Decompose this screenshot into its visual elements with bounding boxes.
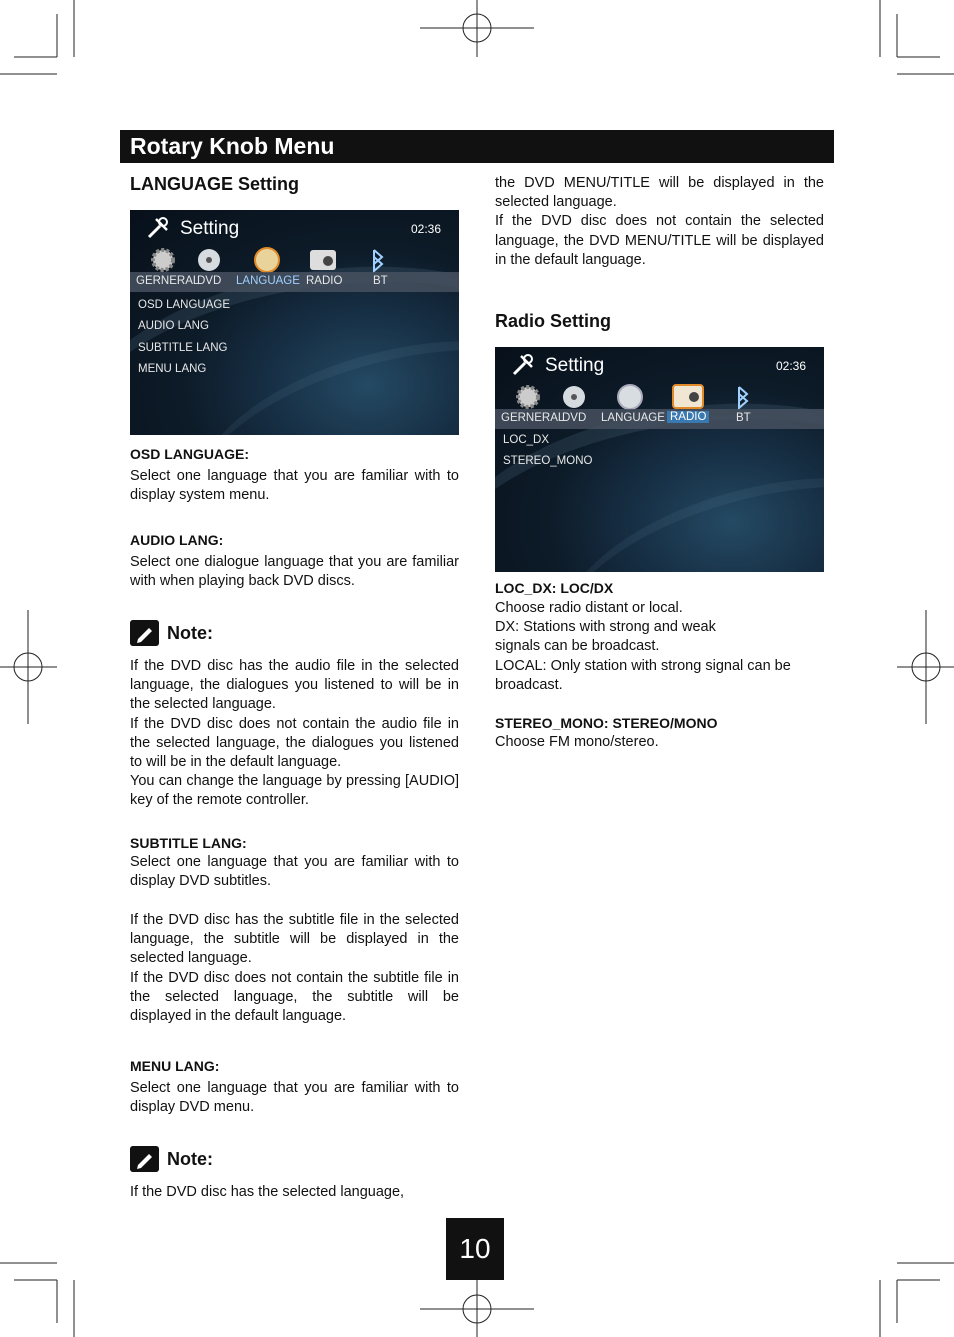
- audio-lang-paragraph: Select one dialogue language that you are familiar with when playing back DVD discs.: [130, 554, 459, 590]
- radio-setting-screenshot: [495, 347, 824, 572]
- menu-lang-text: [130, 1079, 459, 1117]
- bluetooth-icon: [374, 250, 382, 271]
- menu-item-stereo-mono[interactable]: STEREO_MONO: [503, 455, 593, 467]
- menu-item-loc-dx[interactable]: LOC_DX: [503, 434, 550, 446]
- stereo-mono-heading: STEREO_MONO: STEREO/MONO: [495, 715, 718, 731]
- osd-language-text: [130, 467, 459, 505]
- tools-icon: [146, 216, 170, 240]
- tab-bt[interactable]: BT: [373, 275, 388, 287]
- tab-general[interactable]: GERNERAL: [501, 412, 565, 424]
- loc-dx-line-3: signals can be broadcast.: [495, 638, 660, 655]
- language-setting-screenshot: [130, 210, 459, 435]
- gear-icon: [518, 387, 538, 407]
- loc-dx-line-2: DX: Stations with strong and weak: [495, 619, 716, 636]
- note-2-text-continued: [495, 174, 824, 270]
- osd-language-paragraph: Select one language that you are familiar with to display system menu.: [130, 468, 459, 504]
- stereo-mono-line-1: Choose FM mono/stereo.: [495, 734, 659, 750]
- pencil-note-icon: [130, 620, 159, 646]
- menu-item-osd-language[interactable]: OSD LANGUAGE: [138, 299, 231, 311]
- note-2-paragraph-2: the DVD MENU/TITLE will be displayed in the selected language.: [495, 175, 824, 211]
- note-1-label: Note:: [167, 622, 213, 643]
- subtitle-lang-paragraph-3: If the DVD disc does not contain the subtitle file in the selected language, the subtitle will be displayed in the default language.: [130, 969, 459, 1025]
- globe-icon: [618, 385, 642, 409]
- section-banner: [120, 130, 834, 163]
- menu-lang-paragraph: Select one language that you are familiar with to display DVD menu.: [130, 1080, 459, 1116]
- globe-icon: [255, 248, 279, 272]
- note-2-paragraph-1: If the DVD disc has the selected language,: [130, 1184, 405, 1200]
- tab-bt[interactable]: BT: [736, 412, 751, 424]
- screen-title: Setting: [545, 355, 605, 376]
- note-2-label: Note:: [167, 1148, 213, 1169]
- banner-title: Rotary Knob Menu: [130, 133, 335, 159]
- note-1-paragraph-1: If the DVD disc has the audio file in the selected language, the dialogues you listened to will be in the selected language.: [130, 658, 459, 713]
- screen-title: Setting: [180, 218, 240, 239]
- audio-lang-heading: AUDIO LANG:: [130, 532, 224, 548]
- tab-radio[interactable]: RADIO: [306, 275, 343, 287]
- note-1: [130, 620, 213, 646]
- screen-clock: 02:36: [775, 359, 806, 373]
- tab-language[interactable]: LANGUAGE: [236, 275, 300, 287]
- note-1-text: [130, 657, 459, 811]
- menu-item-audio-lang[interactable]: AUDIO LANG: [138, 320, 209, 332]
- note-2-text-start: [130, 1183, 459, 1202]
- menu-lang-heading: MENU LANG:: [130, 1058, 220, 1074]
- radio-setting-heading: Radio Setting: [495, 311, 611, 331]
- bluetooth-icon: [739, 387, 747, 408]
- note-1-paragraph-3: You can change the language by pressing [AUDIO] key of the remote controller.: [130, 773, 459, 809]
- screen-clock: 02:36: [410, 222, 441, 236]
- audio-lang-text: [130, 553, 459, 591]
- subtitle-lang-paragraph-2: If the DVD disc has the subtitle file in the selected language, the subtitle will be displayed in the selected language.: [130, 912, 459, 967]
- screen-tab-bar: [495, 409, 824, 429]
- tab-dvd[interactable]: DVD: [197, 275, 222, 287]
- note-2: [130, 1146, 213, 1172]
- pencil-note-icon: [130, 1146, 159, 1172]
- loc-dx-line-4: LOCAL: Only station with strong signal can be broadcast.: [495, 657, 791, 693]
- tab-general[interactable]: GERNERAL: [136, 275, 200, 287]
- tab-language[interactable]: LANGUAGE: [601, 412, 665, 424]
- tab-dvd[interactable]: DVD: [562, 412, 587, 424]
- stereo-mono-text: [495, 733, 824, 752]
- loc-dx-text: [495, 599, 824, 695]
- loc-dx-heading: LOC_DX: LOC/DX: [495, 580, 614, 596]
- subtitle-lang-heading: SUBTITLE LANG:: [130, 835, 247, 851]
- tab-radio[interactable]: RADIO: [667, 411, 709, 423]
- osd-language-heading: OSD LANGUAGE:: [130, 446, 249, 462]
- loc-dx-line-1: Choose radio distant or local.: [495, 600, 683, 616]
- gear-icon: [153, 250, 173, 270]
- page-number: 10: [446, 1218, 504, 1280]
- language-setting-heading: LANGUAGE Setting: [130, 174, 299, 194]
- menu-item-subtitle-lang[interactable]: SUBTITLE LANG: [138, 342, 228, 354]
- subtitle-lang-details: [130, 911, 459, 1026]
- note-1-paragraph-2: If the DVD disc does not contain the audio file in the selected language, the dialogues you listened to will be in the default language.: [130, 715, 459, 771]
- note-2-paragraph-3: If the DVD disc does not contain the selected language, the DVD MENU/TITLE will be displayed in the default language.: [495, 213, 824, 268]
- subtitle-lang-text: [130, 853, 459, 891]
- subtitle-lang-paragraph: Select one language that you are familiar with to display DVD subtitles.: [130, 854, 459, 890]
- screen-tab-bar: [130, 272, 459, 292]
- tools-icon: [511, 353, 535, 377]
- menu-item-menu-lang[interactable]: MENU LANG: [138, 363, 207, 375]
